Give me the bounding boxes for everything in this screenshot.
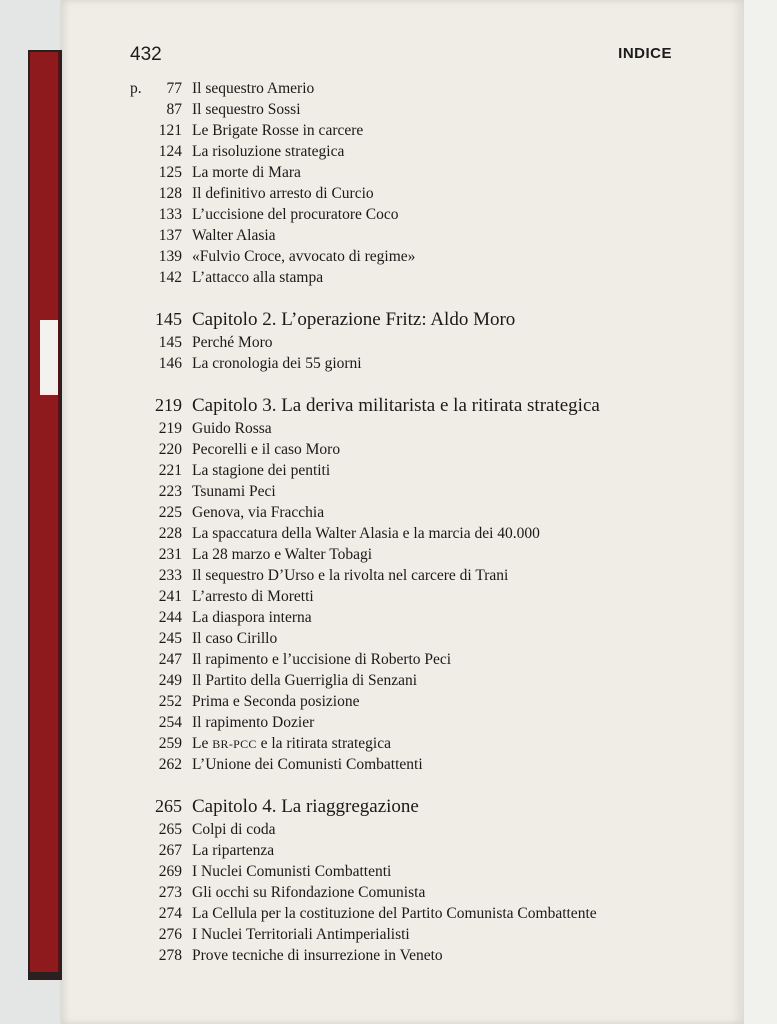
entry-page-number: 125 (158, 164, 182, 181)
entry-page-cell (130, 754, 192, 775)
toc-entry (130, 267, 730, 288)
entry-page-cell (130, 607, 192, 628)
entry-page-cell (130, 418, 192, 439)
toc-entry (130, 523, 730, 544)
entry-title: Il sequestro D’Urso e la rivolta nel carcere di Trani (192, 567, 509, 584)
entry-page-cell (130, 267, 192, 288)
entry-page-cell (130, 332, 192, 353)
toc-entry (130, 691, 730, 712)
toc-entry (130, 418, 730, 439)
entry-title: Il sequestro Sossi (192, 101, 301, 118)
entry-page-cell (130, 691, 192, 712)
toc-entry (130, 628, 730, 649)
toc-entry (130, 840, 730, 861)
entry-title: I Nuclei Territoriali Antimperialisti (192, 926, 410, 943)
toc-entry (130, 607, 730, 628)
entry-page-number: 249 (158, 672, 182, 689)
toc-entry (130, 903, 730, 924)
entry-page-number: 137 (158, 227, 182, 244)
entry-page-number: 262 (158, 756, 182, 773)
chapter-page-number: 265 (155, 796, 182, 816)
entry-title: Colpi di coda (192, 821, 276, 838)
entry-page-cell (130, 903, 192, 924)
cover-light-strip (40, 320, 58, 395)
entry-page-number: 146 (158, 355, 182, 372)
running-head: INDICE (618, 45, 672, 62)
entry-page-cell (130, 183, 192, 204)
toc-entry (130, 99, 730, 120)
entry-page-number: 241 (158, 588, 182, 605)
chapter-heading (130, 306, 730, 332)
entry-title: Prove tecniche di insurrezione in Veneto (192, 947, 443, 964)
entry-title-part: Le (192, 735, 213, 752)
entry-title: «Fulvio Croce, avvocato di regime» (192, 248, 416, 265)
entry-page-number: 247 (158, 651, 182, 668)
entry-title: Il sequestro Amerio (192, 80, 315, 97)
toc-entry (130, 924, 730, 945)
entry-page-number: 244 (158, 609, 182, 626)
entry-title: Il Partito della Guerriglia di Senzani (192, 672, 418, 689)
entry-page-cell (130, 586, 192, 607)
entry-title: La ripartenza (192, 842, 275, 859)
entry-page-cell (130, 439, 192, 460)
entry-page-number: 245 (158, 630, 182, 647)
entry-title-part: e la ritirata strategica (256, 735, 391, 752)
entry-page-cell (130, 649, 192, 670)
toc-entry (130, 183, 730, 204)
entry-page-cell (130, 502, 192, 523)
entry-page-cell (130, 246, 192, 267)
entry-title: L’attacco alla stampa (192, 269, 324, 286)
entry-title: L’uccisione del procuratore Coco (192, 206, 399, 223)
entry-title: Il rapimento e l’uccisione di Roberto Peci (192, 651, 452, 668)
entry-title: L’Unione dei Comunisti Combattenti (192, 756, 423, 773)
toc-entry (130, 225, 730, 246)
entry-title: Pecorelli e il caso Moro (192, 441, 341, 458)
toc-entry (130, 544, 730, 565)
entry-title: Il caso Cirillo (192, 630, 278, 647)
entry-title: La 28 marzo e Walter Tobagi (192, 546, 373, 563)
entry-page-number: 77 (166, 80, 182, 97)
toc-entry (130, 670, 730, 691)
entry-page-cell (130, 99, 192, 120)
entry-title: Il rapimento Dozier (192, 714, 315, 731)
entry-page-cell (130, 840, 192, 861)
toc-entry (130, 586, 730, 607)
entry-title: Tsunami Peci (192, 483, 276, 500)
entry-page-cell (130, 225, 192, 246)
entry-page-cell (130, 819, 192, 840)
toc-entry (130, 204, 730, 225)
entry-page-cell (130, 712, 192, 733)
entry-page-cell (130, 204, 192, 225)
entry-title: La morte di Mara (192, 164, 301, 181)
entry-title: La stagione dei pentiti (192, 462, 331, 479)
entry-page-cell (130, 882, 192, 903)
entry-page-number: 273 (158, 884, 182, 901)
page-number: 432 (130, 44, 162, 65)
toc-entry (130, 712, 730, 733)
toc-entry (130, 502, 730, 523)
entry-page-cell (130, 544, 192, 565)
chapter-page-number: 145 (155, 309, 182, 329)
entry-page-number: 87 (166, 101, 182, 118)
entry-page-cell (130, 924, 192, 945)
entry-title: La cronologia dei 55 giorni (192, 355, 362, 372)
entry-page-cell (130, 481, 192, 502)
entry-title: Il definitivo arresto di Curcio (192, 185, 374, 202)
entry-title: Perché Moro (192, 334, 273, 351)
entry-page-number: 219 (158, 420, 182, 437)
entry-title: La risoluzione strategica (192, 143, 345, 160)
toc-entry (130, 162, 730, 183)
toc-entry (130, 246, 730, 267)
toc-entry (130, 754, 730, 775)
entry-page-cell (130, 460, 192, 481)
chapter-title: Capitolo 2. L’operazione Fritz: Aldo Moro (192, 309, 516, 330)
entry-title: La spaccatura della Walter Alasia e la marcia dei 40.000 (192, 525, 540, 542)
entry-page-number: 139 (158, 248, 182, 265)
entry-page-cell (130, 78, 192, 99)
entry-page-cell (130, 120, 192, 141)
toc-section (130, 306, 730, 374)
entry-page-number: 228 (158, 525, 182, 542)
entry-page-number: 252 (158, 693, 182, 710)
entry-page-cell (130, 141, 192, 162)
toc-entry (130, 945, 730, 966)
toc-section (130, 392, 730, 775)
entry-page-number: 145 (158, 334, 182, 351)
table-of-contents (130, 78, 730, 966)
entry-page-cell (130, 670, 192, 691)
toc-entry (130, 861, 730, 882)
entry-title: Guido Rossa (192, 420, 272, 437)
entry-page-number: 133 (158, 206, 182, 223)
toc-section (130, 78, 730, 288)
toc-entry (130, 120, 730, 141)
entry-title: L’arresto di Moretti (192, 588, 314, 605)
entry-title: La diaspora interna (192, 609, 312, 626)
entry-page-number: 225 (158, 504, 182, 521)
chapter-heading (130, 392, 730, 418)
entry-page-number: 269 (158, 863, 182, 880)
chapter-heading (130, 793, 730, 819)
chapter-title: Capitolo 4. La riaggregazione (192, 796, 419, 817)
entry-page-cell (130, 523, 192, 544)
entry-title: La Cellula per la costituzione del Partito Comunista Combattente (192, 905, 597, 922)
entry-page-number: 278 (158, 947, 182, 964)
entry-page-number: 233 (158, 567, 182, 584)
entry-page-cell (130, 353, 192, 374)
entry-page-number: 265 (158, 821, 182, 838)
entry-page-cell (130, 945, 192, 966)
entry-page-number: 124 (158, 143, 182, 160)
toc-entry (130, 565, 730, 586)
entry-page-number: 220 (158, 441, 182, 458)
toc-entry (130, 353, 730, 374)
toc-entry (130, 882, 730, 903)
entry-title (192, 733, 391, 755)
entry-page-number: 142 (158, 269, 182, 286)
entry-page-number: 231 (158, 546, 182, 563)
toc-entry (130, 141, 730, 162)
entry-page-number: 254 (158, 714, 182, 731)
entry-page-number: 121 (158, 122, 182, 139)
entry-title: Gli occhi su Rifondazione Comunista (192, 884, 426, 901)
entry-page-number: 267 (158, 842, 182, 859)
chapter-page-number: 219 (155, 395, 182, 415)
toc-entry (130, 439, 730, 460)
entry-title: I Nuclei Comunisti Combattenti (192, 863, 392, 880)
toc-entry (130, 733, 730, 754)
entry-page-cell (130, 162, 192, 183)
entry-title: Walter Alasia (192, 227, 276, 244)
toc-entry (130, 481, 730, 502)
toc-entry (130, 460, 730, 481)
entry-page-number: 276 (158, 926, 182, 943)
entry-page-number: 128 (158, 185, 182, 202)
entry-page-cell (130, 861, 192, 882)
toc-entry (130, 78, 730, 99)
entry-page-cell (130, 628, 192, 649)
entry-title: Genova, via Fracchia (192, 504, 325, 521)
chapter-title: Capitolo 3. La deriva militarista e la ritirata strategica (192, 395, 600, 416)
toc-entry (130, 649, 730, 670)
entry-title: Prima e Seconda posizione (192, 693, 360, 710)
toc-entry (130, 819, 730, 840)
entry-title-smallcaps: BR-PCC (212, 737, 257, 751)
page-prefix: p. (130, 80, 142, 97)
entry-page-number: 223 (158, 483, 182, 500)
entry-page-number: 274 (158, 905, 182, 922)
entry-title: Le Brigate Rosse in carcere (192, 122, 364, 139)
entry-page-number: 221 (158, 462, 182, 479)
book-cover-red (30, 52, 60, 972)
entry-page-number: 259 (158, 735, 182, 752)
toc-section (130, 793, 730, 966)
entry-page-cell (130, 565, 192, 586)
entry-page-cell (130, 733, 192, 754)
toc-entry (130, 332, 730, 353)
book-page (62, 0, 744, 1024)
